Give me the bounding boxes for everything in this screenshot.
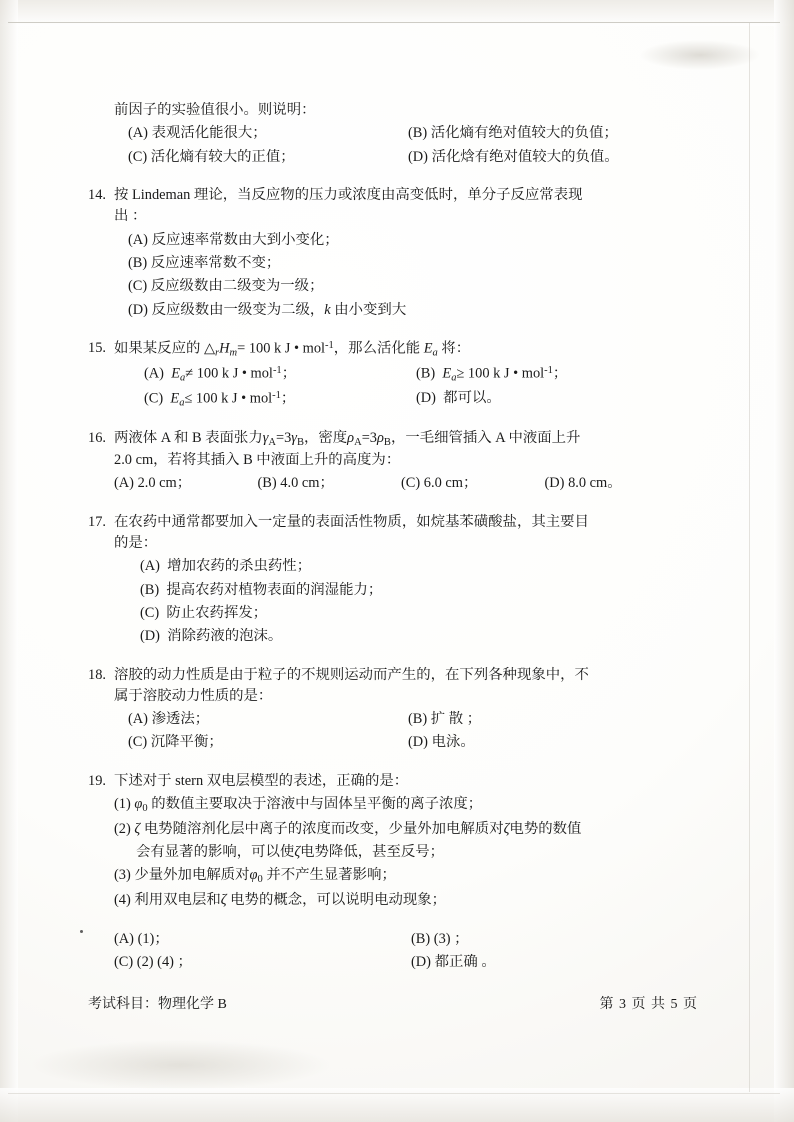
option-a[interactable]: (A) 表观活化能很大； — [128, 125, 267, 142]
option-c[interactable]: (C) 6.0 cm； — [401, 475, 478, 492]
sheet-border-bottom — [8, 1093, 780, 1094]
footer-subject: 考试科目：物理化学 B — [88, 997, 227, 1012]
statement-2-cont: 会有显著的影响，可以使ζ电势降低，甚至反号； — [136, 843, 445, 860]
option-a[interactable]: (A) $E_a\ne 100$ k J • mol$^{-1}$； — [144, 364, 297, 384]
statement-2: (2) ζ 电势随溶剂化层中离子的浓度而改变，少量外加电解质对ζ电势的数值 — [114, 820, 582, 837]
option-list-17 — [114, 556, 688, 647]
sheet-border-top — [8, 22, 780, 23]
scan-edge-right — [774, 0, 794, 1122]
scan-edge-left — [0, 0, 18, 1122]
option-a[interactable]: (A) 渗透法； — [128, 711, 210, 728]
question-block-18 — [88, 665, 688, 754]
statement-4: (4) 利用双电层和ζ 电势的概念，可以说明电动现象； — [114, 891, 447, 908]
footer-page-info: 第 3 页 共 5 页 — [599, 997, 698, 1012]
option-c[interactable]: (C) $E_a\le 100$ k J • mol$^{-1}$； — [144, 389, 296, 408]
question-stem-14-cont: 出 ： — [114, 208, 147, 225]
option-a[interactable]: (A) (1)； — [114, 931, 169, 948]
option-b[interactable]: (B) 4.0 cm； — [257, 475, 334, 492]
option-c[interactable]: (C) 活化熵有较大的正值； — [128, 148, 295, 165]
option-d[interactable]: (D) 电泳。 — [408, 734, 475, 751]
option-d[interactable]: (D) 都可以。 — [416, 389, 501, 406]
question-number-17: 17. — [88, 513, 106, 530]
question-block-17 — [88, 512, 688, 648]
question-number-14: 14. — [88, 186, 106, 203]
question-stem-16: 两液体 A 和 B 表面张力$\gamma_A=3\gamma_B$，密度$\rho_A=3\rho_B$，一毛细管插入 A 中液面上升 — [114, 429, 581, 448]
option-c[interactable]: (C) 防止农药挥发； — [140, 604, 268, 621]
question-block-14 — [88, 185, 688, 321]
option-list-14 — [114, 230, 688, 321]
scan-smudge — [640, 40, 760, 70]
question-stem-18-cont: 属于溶胶动力性质的是： — [114, 687, 273, 704]
question-stem-17-cont: 的是： — [114, 534, 158, 551]
statement-1: (1) $\varphi_0$ 的数值主要取决于溶液中与固体呈平衡的离子浓度； — [114, 796, 483, 815]
sheet-border-right — [749, 22, 750, 1092]
page-footer — [88, 993, 698, 1013]
option-b[interactable]: (B) 反应速率常数不变； — [128, 254, 281, 271]
option-a[interactable]: (A) 增加农药的杀虫药性； — [140, 558, 312, 575]
option-d[interactable]: (D) 消除药液的泡沫。 — [140, 628, 283, 645]
option-list-15 — [114, 361, 688, 411]
question-number-15: 15. — [88, 339, 106, 356]
question-block-continued — [88, 100, 688, 168]
option-list-18 — [114, 707, 688, 754]
option-b[interactable]: (B) (3) ； — [411, 931, 469, 948]
question-stem: 前因子的实验值很小。则说明： — [114, 102, 316, 118]
exam-content — [88, 100, 688, 991]
question-stem-16-cont: 2.0 cm，若将其插入 B 中液面上升的高度为： — [114, 452, 401, 469]
option-b[interactable]: (B) 活化熵有绝对值较大的负值； — [408, 125, 618, 142]
option-list — [114, 121, 688, 168]
question-stem-19: 下述对于 stern 双电层模型的表述，正确的是： — [114, 772, 409, 789]
question-stem-15: 如果某反应的 $\triangle_rH_m= 100$ k J • mol$^{-1}$，那么活化能 $E_a$ 将： — [114, 339, 471, 359]
option-b[interactable]: (B) $E_a\ge 100$ k J • mol$^{-1}$； — [416, 364, 568, 384]
option-d[interactable]: (D) 活化焓有绝对值较大的负值。 — [408, 148, 619, 165]
question-stem-17: 在农药中通常都要加入一定量的表面活性物质，如烷基苯磺酸盐，其主要目 — [114, 513, 589, 530]
question-block-16 — [88, 428, 688, 495]
option-list-19 — [114, 927, 688, 974]
option-c[interactable]: (C) 沉降平衡； — [128, 734, 223, 751]
option-list-16 — [114, 473, 688, 494]
question-stem-18: 溶胶的动力性质是由于粒子的不规则运动而产生的，在下列各种现象中，不 — [114, 666, 589, 683]
ink-speck — [80, 930, 83, 933]
option-c[interactable]: (C) 反应级数由二级变为一级； — [128, 278, 324, 295]
statement-3: (3) 少量外加电解质对$\varphi_0$ 并不产生显著影响； — [114, 867, 396, 886]
option-a[interactable]: (A) 反应速率常数由大到小变化； — [128, 231, 339, 248]
scan-smudge-lower — [30, 1040, 330, 1090]
question-block-15 — [88, 338, 688, 411]
option-b[interactable]: (B) 扩 散 ； — [408, 711, 482, 728]
option-b[interactable]: (B) 提高农药对植物表面的润湿能力； — [140, 581, 383, 598]
option-a[interactable]: (A) 2.0 cm； — [114, 475, 192, 492]
question-number-16: 16. — [88, 429, 106, 446]
question-block-19 — [88, 771, 688, 974]
statement-list-19 — [114, 794, 688, 911]
option-d[interactable]: (D) 都正确 。 — [411, 954, 496, 971]
option-d[interactable]: (D) 8.0 cm。 — [544, 475, 622, 492]
question-number-19: 19. — [88, 772, 106, 789]
option-d[interactable]: (D) 反应级数由一级变为二级，k 由小变到大 — [128, 301, 407, 318]
option-c[interactable]: (C) (2) (4) ； — [114, 954, 192, 971]
question-stem-14: 按 Lindeman 理论，当反应物的压力或浓度由高变低时，单分子反应常表现 — [114, 186, 583, 203]
question-number-18: 18. — [88, 666, 106, 683]
